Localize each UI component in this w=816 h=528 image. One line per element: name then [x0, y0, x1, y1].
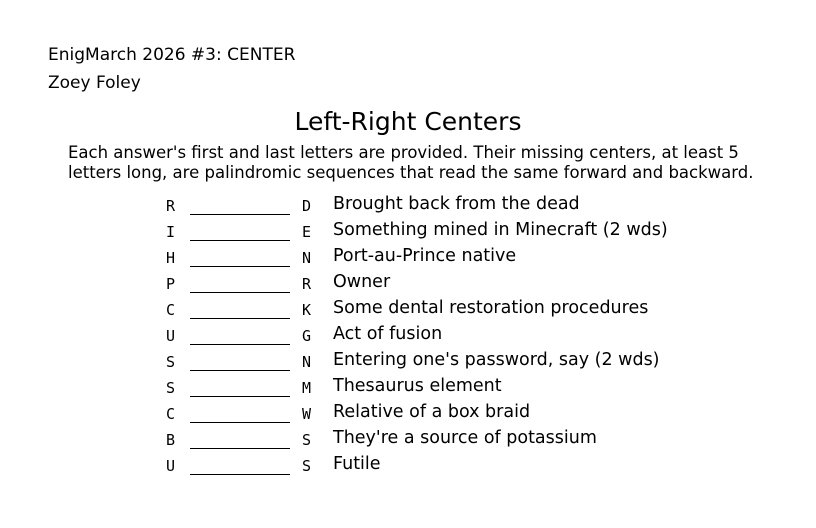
last-letter: D [302, 197, 312, 215]
clue-row [0, 454, 816, 480]
clue-text: Act of fusion [333, 324, 443, 344]
first-letter: U [166, 457, 176, 475]
answer-blank[interactable] [190, 214, 290, 215]
event-title: EnigMarch 2026 #3: CENTER [48, 45, 296, 65]
clue-text: Entering one's password, say (2 wds) [333, 350, 660, 370]
answer-blank[interactable] [190, 396, 290, 397]
clue-row [0, 402, 816, 428]
clue-row [0, 246, 816, 272]
clue-text: Some dental restoration procedures [333, 298, 649, 318]
clue-row [0, 350, 816, 376]
last-letter: N [302, 353, 312, 371]
clue-row [0, 298, 816, 324]
clue-text: Futile [333, 454, 381, 474]
first-letter: H [166, 249, 176, 267]
first-letter: S [166, 379, 176, 397]
answer-blank[interactable] [190, 422, 290, 423]
first-letter: P [166, 275, 176, 293]
first-letter: I [166, 223, 176, 241]
answer-blank[interactable] [190, 370, 290, 371]
first-letter: S [166, 353, 176, 371]
clue-row [0, 376, 816, 402]
last-letter: W [302, 405, 312, 423]
answer-blank[interactable] [190, 318, 290, 319]
first-letter: U [166, 327, 176, 345]
answer-blank[interactable] [190, 292, 290, 293]
first-letter: B [166, 431, 176, 449]
last-letter: E [302, 223, 312, 241]
last-letter: N [302, 249, 312, 267]
clue-row [0, 428, 816, 454]
puzzle-instructions: Each answer's first and last letters are provided. Their missing centers, at least 5 letters long, are palindromic sequences that read the same forward and backward. [68, 143, 754, 182]
clue-row [0, 220, 816, 246]
answer-blank[interactable] [190, 344, 290, 345]
clue-text: Thesaurus element [333, 376, 502, 396]
clue-text: They're a source of potassium [333, 428, 597, 448]
first-letter: R [166, 197, 176, 215]
answer-blank[interactable] [190, 240, 290, 241]
clue-row [0, 272, 816, 298]
clue-row [0, 324, 816, 350]
answer-blank[interactable] [190, 474, 290, 475]
clue-text: Something mined in Minecraft (2 wds) [333, 220, 668, 240]
last-letter: S [302, 431, 312, 449]
last-letter: S [302, 457, 312, 475]
answer-blank[interactable] [190, 448, 290, 449]
last-letter: G [302, 327, 312, 345]
first-letter: C [166, 301, 176, 319]
clue-text: Port-au-Prince native [333, 246, 517, 266]
clue-text: Brought back from the dead [333, 194, 580, 214]
last-letter: K [302, 301, 312, 319]
last-letter: R [302, 275, 312, 293]
last-letter: M [302, 379, 312, 397]
answer-blank[interactable] [190, 266, 290, 267]
clue-text: Owner [333, 272, 391, 292]
first-letter: C [166, 405, 176, 423]
clue-text: Relative of a box braid [333, 402, 531, 422]
puzzle-title: Left-Right Centers [294, 107, 522, 136]
author-name: Zoey Foley [48, 73, 141, 93]
clue-row [0, 194, 816, 220]
